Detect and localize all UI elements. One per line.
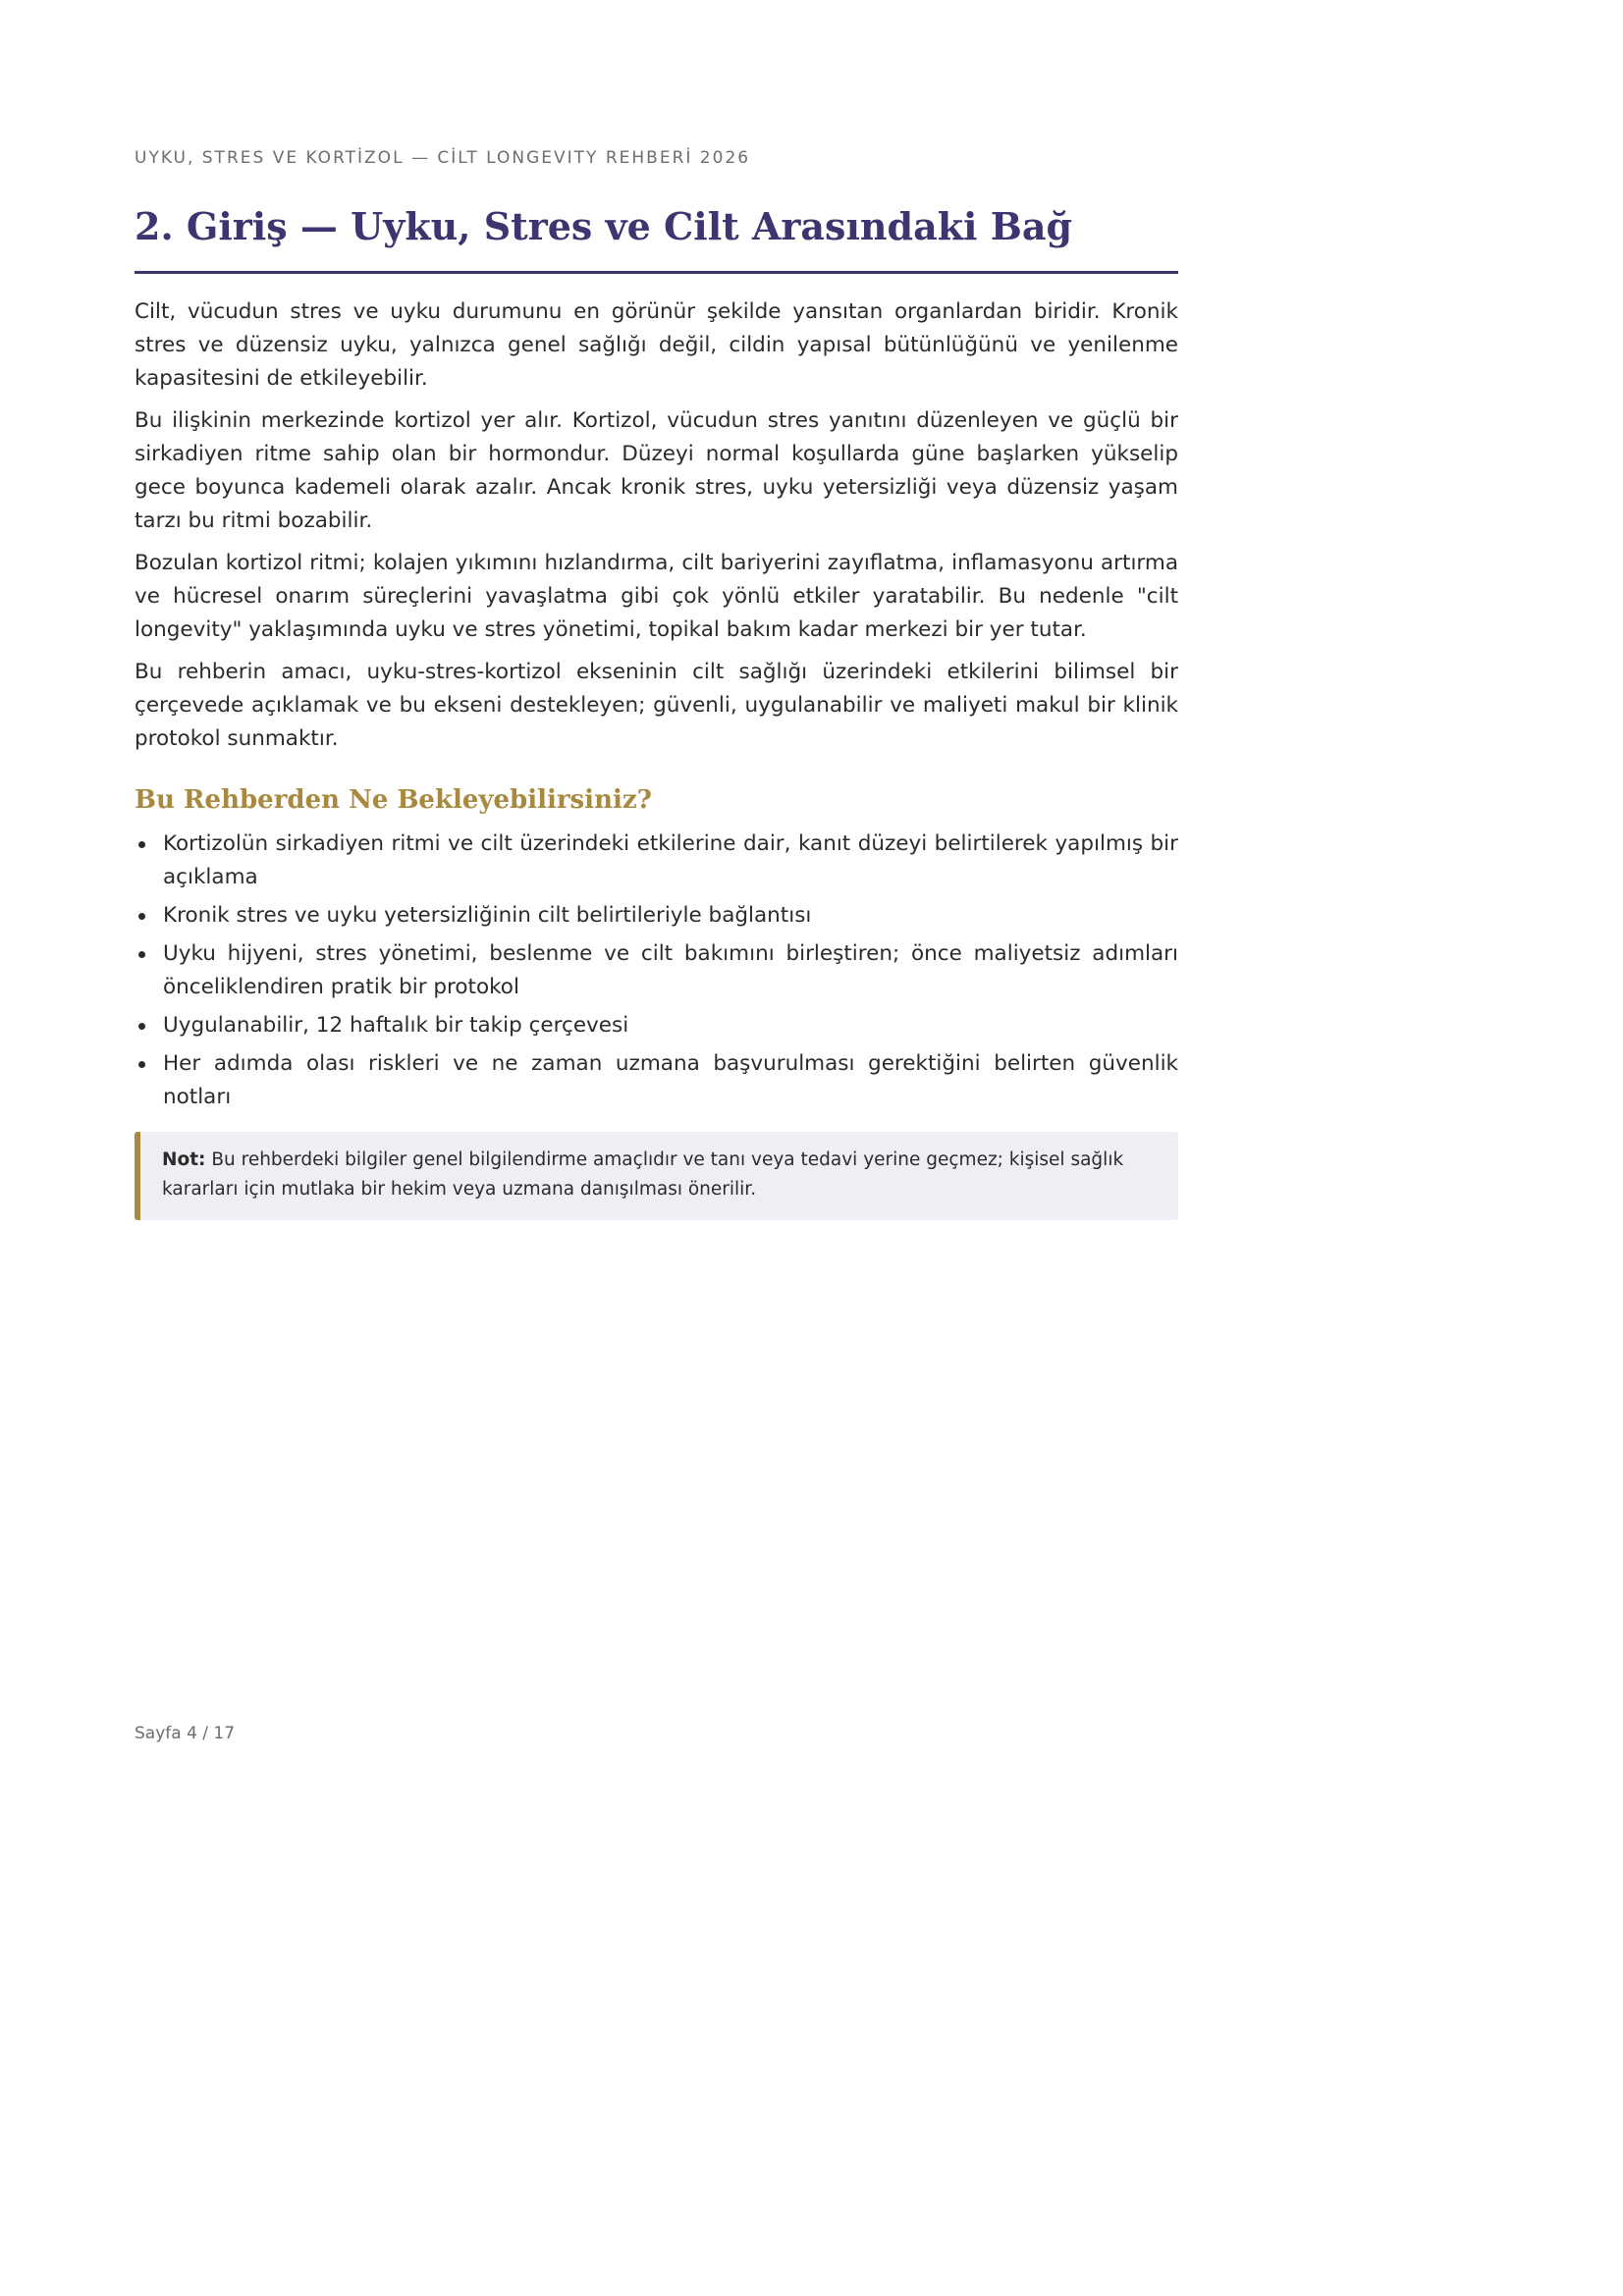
bullet-icon xyxy=(138,951,145,958)
running-header: UYKU, STRES VE KORTİZOL — CİLT LONGEVITY REHBERİ 2026 xyxy=(135,148,751,168)
note-label: Not: xyxy=(162,1149,206,1170)
page-number: Sayfa 4 / 17 xyxy=(135,1724,236,1743)
bullet-icon xyxy=(138,1023,145,1030)
expectations-heading: Bu Rehberden Ne Bekleyebilirsiniz? xyxy=(135,785,652,815)
paragraph: Bu rehberin amacı, uyku-stres-kortizol ekseninin cilt sağlığı üzerindeki etkilerini bilimsel bir çerçevede açıklamak ve bu ekseni destekleyen; güvenli, uygulanabilir ve maliyeti makul bir klinik protokol sunmaktır. xyxy=(135,660,1178,751)
paragraph: Bu ilişkinin merkezinde kortizol yer alır. Kortizol, vücudun stres yanıtını düzenleyen ve güçlü bir sirkadiyen ritme sahip olan bir hormondur. Düzeyi normal koşullarda güne başlarken yükselip gece boyunca kademeli olarak azalır. Ancak kronik stres, uyku yetersizliği veya düzensiz yaşam tarzı bu ritmi bozabilir. xyxy=(135,408,1178,533)
list-item xyxy=(135,899,1178,933)
section-body xyxy=(135,295,1178,1220)
disclaimer-note xyxy=(135,1132,1178,1220)
bullet-icon xyxy=(138,1061,145,1068)
expectations-list xyxy=(135,828,1178,1114)
list-item xyxy=(135,828,1178,894)
paragraph: Bozulan kortizol ritmi; kolajen yıkımını hızlandırma, cilt bariyerini zayıflatma, inflamasyonu artırma ve hücresel onarım süreçlerini yavaşlatma gibi çok yönlü etkiler yaratabilir. Bu nedenle "cilt longevity" yaklaşımında uyku ve stres yönetimi, topikal bakım kadar merkezi bir yer tutar. xyxy=(135,551,1178,642)
bullet-icon xyxy=(138,841,145,848)
list-item-text: Kronik stres ve uyku yetersizliğinin cilt belirtileriyle bağlantısı xyxy=(163,903,812,928)
note-text: Bu rehberdeki bilgiler genel bilgilendirme amaçlıdır ve tanı veya tedavi yerine geçmez; kişisel sağlık kararları için mutlaka bir hekim veya uzmana danışılması önerilir. xyxy=(162,1149,1124,1200)
section-title: 2. Giriş — Uyku, Stres ve Cilt Arasındaki Bağ xyxy=(135,204,1073,248)
bullet-icon xyxy=(138,913,145,920)
list-item-text: Uygulanabilir, 12 haftalık bir takip çerçevesi xyxy=(163,1013,629,1038)
title-divider xyxy=(135,271,1178,274)
paragraph: Cilt, vücudun stres ve uyku durumunu en görünür şekilde yansıtan organlardan biridir. Kronik stres ve düzensiz uyku, yalnızca genel sağlığı değil, cildin yapısal bütünlüğünü ve yenilenme kapasitesini de etkileyebilir. xyxy=(135,299,1178,391)
list-item-text: Kortizolün sirkadiyen ritmi ve cilt üzerindeki etkilerine dair, kanıt düzeyi belirtilerek yapılmış bir açıklama xyxy=(163,831,1178,889)
list-item xyxy=(135,1047,1178,1114)
list-item-text: Uyku hijyeni, stres yönetimi, beslenme ve cilt bakımını birleştiren; önce maliyetsiz adımları önceliklendiren pratik bir protokol xyxy=(163,941,1178,999)
list-item xyxy=(135,1009,1178,1042)
list-item xyxy=(135,937,1178,1004)
list-item-text: Her adımda olası riskleri ve ne zaman uzmana başvurulması gerektiğini belirten güvenlik notları xyxy=(163,1051,1178,1109)
